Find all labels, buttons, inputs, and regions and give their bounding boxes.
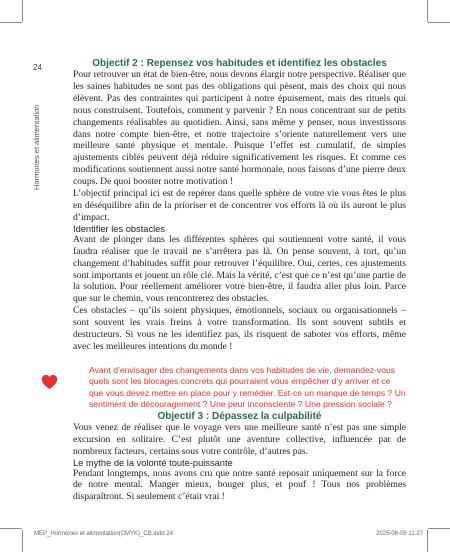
crop-mark — [427, 530, 428, 552]
crop-mark — [0, 22, 22, 23]
identify-obstacles-heading: Identifier les obstacles — [73, 223, 165, 234]
paragraph-collective-journey: Vous venez de réaliser que le voyage vers une meilleure santé n’est pas une simple excursion en solitaire. C’est plutôt une aventure collective, influencée par de nombreux facteurs, certains sous votre contrôle, d’autres pas. — [73, 421, 406, 457]
crop-mark — [0, 528, 22, 529]
paragraph-obstacles: Ces obstacles – qu’ils soient physiques, émotionnels, sociaux ou organisationnels – sont souvent les vrais freins à votre transformation. Ils sont souvent subtils et destructeurs. Si vous ne les identifiez pas, ils risquent de saboter vos efforts, même avec les meilleures intentions du monde ! — [73, 305, 406, 352]
crop-mark — [22, 0, 23, 22]
callout-text: Avant d’envisager des changements dans vos habitudes de vie, demandez-vous quels sont les blocages concrets qui pourraient vous empêcher d’y arriver et ce que vous devez mettre en place pour y remédier. Est-ce un manque de temps ? Un sentiment de découragement ? Une peur inconsciente ? Une pression sociale ? — [89, 364, 406, 410]
paragraph-before-diving: Avant de plonger dans les différentes sphères qui soutiennent votre santé, il vous faudra réaliser que le travail ne s’arrêtera pas là. On pense souvent, à tort, qu’un changement d’habitudes suffit pour retrouver l’équilibre. Oui, certes, ces ajustements sont importants et jouent un rôle clé. Mais la vérité, c’est que ce n’est qu’une partie de la solution. Pour réellement améliorer votre bien-être, il faudra aller plus loin. Parce que sur le chemin, vous rencontrerez des obstacles. — [73, 233, 406, 305]
heart-icon — [41, 374, 58, 390]
objective-3-heading: Objectif 3 : Dépassez la culpabilité — [157, 410, 322, 422]
footer-file-name: MEP_Hormones et alimentation(CMYK)_CB.indd 24 — [34, 531, 174, 537]
page-number: 24 — [33, 63, 42, 72]
page-content — [73, 58, 406, 503]
myth-heading: Le mythe de la volonté toute-puissante — [73, 457, 233, 468]
tip-callout — [73, 365, 406, 411]
paragraph-main-goal: L’objectif principal ici est de repérer dans quelle sphère de votre vie vous êtes le plus en déséquilibre afin de la prioriser et de concentrer vos efforts là où ils auront le plus d’impact. — [73, 188, 406, 223]
paragraph-wellbeing: Pour retrouver un état de bien-être, nous devons élargir notre perspective. Réaliser que les saines habitudes ne sont pas des obligations qui pèsent, mais des choix qui nous élèvent. Pas des contraintes qui participent à notre épuisement, mais des rituels qui nous construisent. Toutefois, comment y parvenir ? En nous concentrant sur de petits changements réalisables au quotidien. Ainsi, sans même y penser, nous investissons dans notre compte bien-être, et notre trajectoire s’oriente naturellement vers une meilleure santé physique et mentale. Puisque l’effet est cumulatif, de simples ajustements ciblés peuvent déjà réduire significativement les risques. Et comme ces modifications soutiennent aussi notre santé hormonale, nous faisons d’une pierre deux coups. De quoi booster notre motivation ! — [73, 69, 406, 188]
crop-mark — [22, 530, 23, 552]
footer-date: 2025-06-05 11:27 — [376, 531, 423, 537]
running-title: Hormones et alimentation — [32, 104, 41, 190]
crop-mark — [428, 22, 450, 23]
crop-mark — [427, 0, 428, 22]
crop-mark — [428, 528, 450, 529]
objective-2-heading: Objectif 2 : Repensez vos habitudes et identifiez les obstacles — [92, 58, 387, 69]
paragraph-willpower: Pendant longtemps, nous avons cru que notre santé reposait uniquement sur la force de notre mental. Manger mieux, bouger plus, et pouf ! Tous nos problèmes disparaîtront. Si seulement c’était vrai ! — [73, 467, 406, 503]
